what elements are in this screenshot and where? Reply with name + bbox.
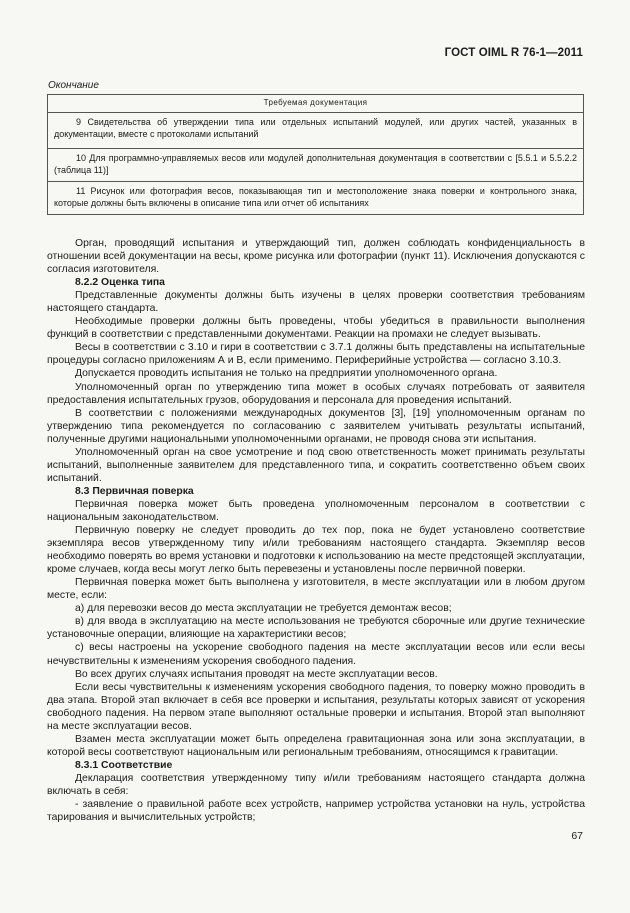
table-continued-label: Окончание bbox=[48, 80, 99, 91]
table-header-cell: Требуемая документация bbox=[48, 95, 584, 113]
list-item: с) весы настроены на ускорение свободного падения на месте эксплуатации весов или если весы нечувствительны к изменениям ускорения свободного падения. bbox=[47, 642, 585, 667]
paragraph: Первичная поверка может быть проведена уполномоченным персоналом в соответствии с национальным законодательством. bbox=[47, 498, 585, 523]
paragraph: Уполномоченный орган по утверждению типа может в особых случаях потребовать от заявителя предоставления испытательных грузов, оборудования и персонала для проведения испытаний. bbox=[47, 381, 585, 406]
list-item: - заявление о правильной работе всех устройств, например устройства установки на нуль, устройства тарирования и вычислительных устройств; bbox=[47, 799, 585, 824]
paragraph: Если весы чувствительны к изменениям ускорения свободного падения, то поверку можно проводить в два этапа. Второй этап включает в себя все проверки и испытания, результаты которых зависят от ускорения свободного падения. На первом этапе выполняют остальные проверки и испытания. Второй этап выполняют на месте эксплуатации весов. bbox=[47, 681, 585, 732]
table-row bbox=[48, 181, 584, 214]
section-heading-8-2-2: 8.2.2 Оценка типа bbox=[75, 277, 165, 289]
paragraph: Орган, проводящий испытания и утверждающий тип, должен соблюдать конфиденциальность в отношении всей документации на весы, кроме рисунка или фотографии (пункт 11). Исключения допускаются с согласия изготовителя. bbox=[47, 238, 585, 276]
section-heading-8-3: 8.3 Первичная поверка bbox=[75, 485, 194, 497]
paragraph: Во всех других случаях испытания проводят на месте эксплуатации весов. bbox=[75, 668, 438, 680]
paragraph: Взамен места эксплуатации может быть определена гравитационная зона или зона эксплуатации, в которой весы соответствуют национальным или региональным требованиям, относящимся к гравитации. bbox=[47, 733, 585, 758]
paragraph: Первичная поверка может быть выполнена у изготовителя, в месте эксплуатации или в любом другом месте, если: bbox=[47, 577, 585, 602]
paragraph: Допускается проводить испытания не только на предприятии уполномоченного органа. bbox=[75, 368, 498, 380]
paragraph: Декларация соответствия утвержденному типу и/или требованиям настоящего стандарта должна включать в себя: bbox=[47, 772, 585, 797]
paragraph: Первичную поверку не следует проводить до тех пор, пока не будет установлено соответствие экземпляра весов утвержденному типу и/или требованиям настоящего стандарта. Экземпляр весов необходимо поверять во время установки и подготовки к использованию на месте предстоящей эксплуатации, кроме случаев, когда весы могут легко быть перевезены и установлены после первичной поверки. bbox=[47, 525, 585, 576]
paragraph: Уполномоченный орган на свое усмотрение и под свою ответственность может принимать результаты испытаний, выполненные заявителем для представленного типа, и сократить соответственно объем своих испытаний. bbox=[47, 446, 585, 484]
page-number: 67 bbox=[571, 830, 583, 842]
list-item: а) для перевозки весов до места эксплуатации не требуется демонтаж весов; bbox=[75, 603, 452, 615]
section-heading-8-3-1: 8.3.1 Соответствие bbox=[75, 759, 173, 771]
required-documentation-table bbox=[47, 94, 584, 215]
document-code: ГОСТ OIML R 76-1—2011 bbox=[444, 47, 583, 59]
table-row bbox=[48, 148, 584, 181]
table-row bbox=[48, 112, 584, 148]
table-header-row bbox=[48, 95, 584, 113]
paragraph: Весы в соответствии с 3.10 и гири в соответствии с 3.7.1 должны быть представлены на испытательные процедуры согласно приложениям А и В, если применимо. Периферийные устройства — согласно 3.10.3. bbox=[47, 342, 585, 367]
table-cell: 9 Свидетельства об утверждении типа или отдельных испытаний модулей, или других частей, указанных в документации, вместе с протоколами испытаний bbox=[48, 112, 584, 148]
list-item: в) для ввода в эксплуатацию на месте использования не требуются сборочные или другие технические установочные операции, влияющие на характеристики весов; bbox=[47, 616, 585, 641]
paragraph: Необходимые проверки должны быть проведены, чтобы убедиться в правильности выполнения функций в соответствии с представленными документами. Реакции на промахи не следует вызывать. bbox=[47, 316, 585, 341]
document-body bbox=[47, 237, 585, 824]
paragraph: В соответствии с положениями международных документов [3], [19] уполномоченным органам по утверждению типа рекомендуется по согласованию с заявителем учитывать результаты испытаний, полученные другими национальными уполномоченными органами, не проводя снова эти испытания. bbox=[47, 407, 585, 445]
table-cell: 10 Для программно-управляемых весов или модулей дополнительная документация в соответствии с [5.5.1 и 5.5.2.2 (таблица 11)] bbox=[48, 148, 584, 181]
paragraph: Представленные документы должны быть изучены в целях проверки соответствия требованиям настоящего стандарта. bbox=[47, 290, 585, 315]
table-cell: 11 Рисунок или фотография весов, показывающая тип и местоположение знака поверки и контрольного знака, которые должны быть включены в описание типа или отчет об испытаниях bbox=[48, 181, 584, 214]
